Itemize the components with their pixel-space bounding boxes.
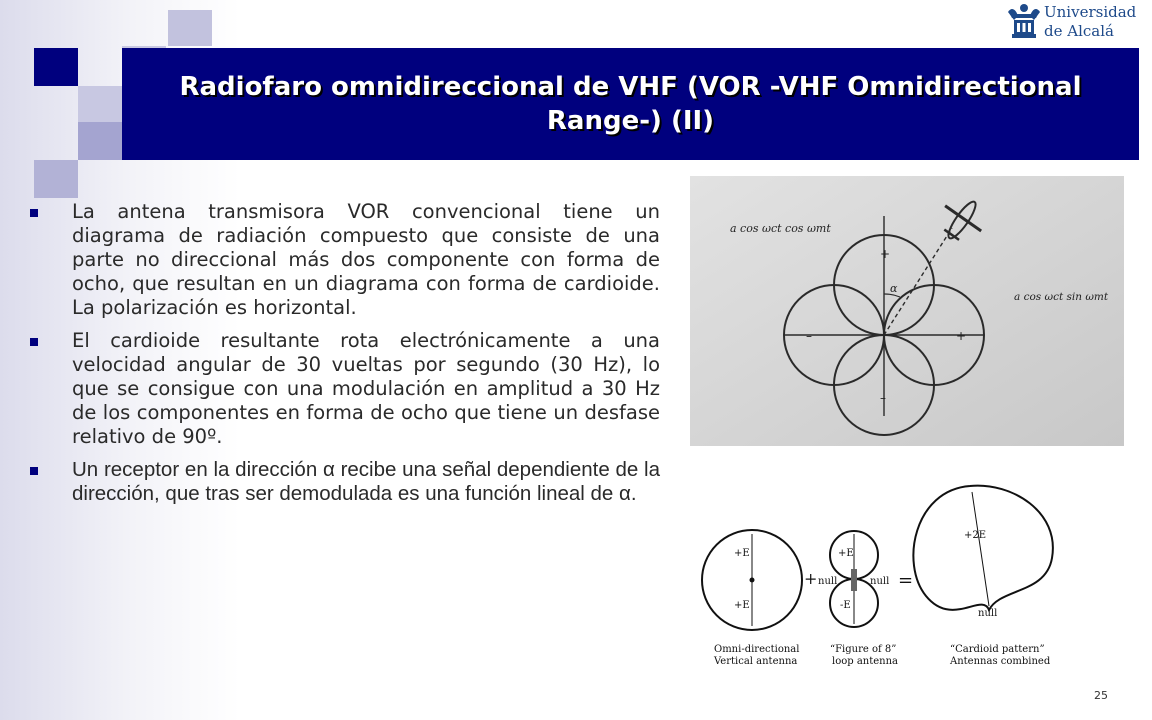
slide-title	[122, 48, 1139, 160]
cardioid-plus-2e: +2E	[964, 530, 987, 541]
caption-cardioid-2: Antennas combined	[950, 656, 1051, 667]
alpha-label: α	[890, 282, 898, 295]
caption-fig8-1: “Figure of 8”	[830, 644, 897, 655]
bullet-square-icon	[30, 467, 38, 475]
bullet-item	[30, 458, 660, 506]
omni-plus-e: +E	[734, 548, 750, 559]
bullet-text: El cardioide resultante rota electrónicamente a una velocidad angular de 30 vueltas por segundo (30 Hz), lo que se consigue con una modulación en amplitud a 30 Hz de los componentes en forma de ocho que tiene un desfase relativo de 90º.	[72, 329, 660, 448]
minus-left-label: –	[806, 329, 812, 343]
logo-line-2: de Alcalá	[1044, 22, 1114, 40]
bullet-text: La antena transmisora VOR convencional tiene un diagrama de radiación compuesto que consiste de una parte no direccional más dos componente con forma de ocho, que resultan en un diagrama con forma de cardioide. La polarización es horizontal.	[72, 200, 660, 319]
minus-bottom-label: –	[880, 391, 886, 405]
bullet-square-icon	[30, 338, 38, 346]
plus-top-label: +	[880, 247, 891, 261]
right-formula-label: a cos ωct sin ωmt	[1014, 291, 1109, 303]
caption-fig8-2: loop antenna	[832, 656, 899, 667]
slide-title-text: Radiofaro omnidireccional de VHF (VOR -VHF Omnidirectional Range-) (II)	[179, 72, 1082, 136]
plus-operator: +	[804, 569, 818, 588]
fig8-plus-e: +E	[838, 548, 854, 559]
caption-cardioid-1: “Cardioid pattern”	[950, 644, 1045, 655]
caption-omni-1: Omni-directional	[714, 644, 800, 655]
fig8-null-left: null	[818, 576, 838, 587]
fig8-minus-e: -E	[840, 600, 851, 611]
four-lobe-diagram	[690, 176, 1124, 446]
cardioid-null: null	[978, 608, 998, 619]
radiation-pattern-photo	[690, 176, 1124, 446]
university-logo	[1006, 2, 1148, 44]
fig8-null-right: null	[870, 576, 890, 587]
bullet-item	[30, 200, 660, 320]
cardioid-pattern	[913, 486, 1052, 610]
page-number: 25	[1094, 689, 1108, 702]
bullet-list	[30, 200, 660, 515]
bullet-square-icon	[30, 209, 38, 217]
caption-omni-2: Vertical antenna	[714, 656, 798, 667]
bullet-text: Un receptor en la dirección α recibe una señal dependiente de la dirección, que tras ser demodulada es una función lineal de α.	[72, 458, 660, 505]
equals-operator: =	[898, 570, 914, 591]
top-formula-label: a cos ωct cos ωmt	[730, 222, 831, 235]
bullet-item	[30, 329, 660, 449]
logo-line-1: Universidad	[1044, 3, 1137, 21]
university-name	[1044, 3, 1136, 41]
antenna-combination-diagram	[700, 478, 1070, 676]
plus-right-label: +	[956, 329, 967, 343]
omni-plus-e-bottom: +E	[734, 600, 750, 611]
university-crest-icon	[1006, 2, 1042, 42]
